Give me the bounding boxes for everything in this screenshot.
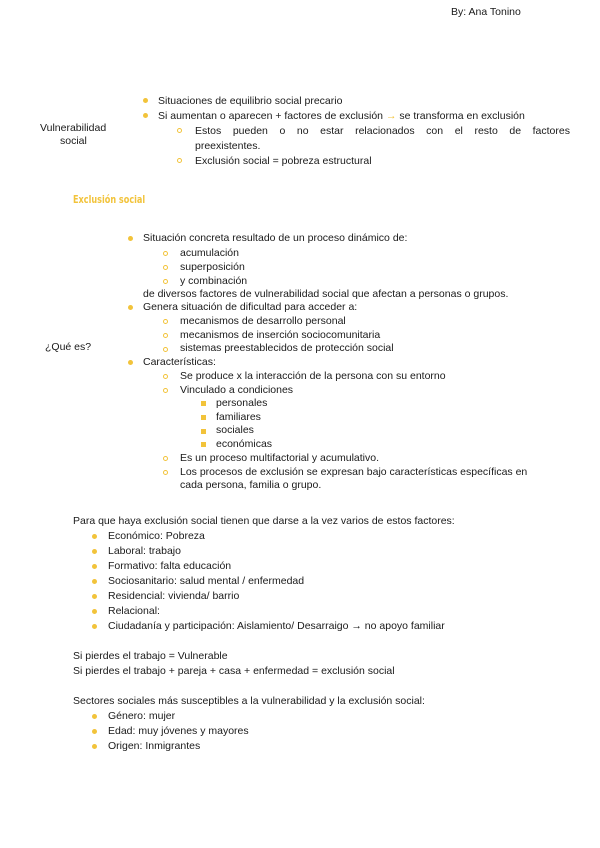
bullet-icon — [92, 564, 97, 569]
list-item-text-2: se transforma en exclusión — [399, 110, 525, 122]
sub-sub-list-item: económicas — [216, 438, 273, 450]
list-item: Residencial: vivienda/ barrio — [108, 590, 240, 602]
bullet-icon — [92, 744, 97, 749]
bullet-icon — [92, 714, 97, 719]
square-bullet-icon — [201, 415, 206, 420]
sectores-intro: Sectores sociales más susceptibles a la vulnerabilidad y la exclusión social: — [73, 695, 425, 707]
sub-list-item: Es un proceso multifactorial y acumulativo. — [180, 452, 380, 464]
sub-bullet-icon — [163, 470, 168, 475]
sub-list-item: Exclusión social = pobreza estructural — [195, 155, 372, 167]
bullet-icon — [92, 534, 97, 539]
sub-list-item: Los procesos de exclusión se expresan bajo características específicas en — [180, 466, 528, 478]
sub-list-item: acumulación — [180, 247, 239, 259]
bullet-icon — [92, 594, 97, 599]
list-item: Económico: Pobreza — [108, 530, 205, 542]
sub-bullet-icon — [163, 319, 168, 324]
sub-bullet-icon — [163, 279, 168, 284]
list-item: Edad: muy jóvenes y mayores — [108, 725, 249, 737]
list-item: Características: — [143, 356, 216, 368]
list-item-tail: de diversos factores de vulnerabilidad social que afectan a personas o grupos. — [143, 288, 509, 300]
sub-list-item: y combinación — [180, 275, 248, 287]
sub-list-item-cont: preexistentes. — [195, 140, 261, 152]
section-heading: Exclusión social — [73, 193, 146, 206]
sub-sub-list-item: familiares — [216, 411, 261, 423]
ejemplo-line: Si pierdes el trabajo + pareja + casa + enfermedad = exclusión social — [73, 665, 395, 677]
bullet-icon — [92, 624, 97, 629]
list-item: Laboral: trabajo — [108, 545, 181, 557]
sub-list-item: sistemas preestablecidos de protección social — [180, 342, 394, 354]
list-item-text: Si aumentan o aparecen + factores de exclusión — [158, 110, 384, 122]
list-item: Sociosanitario: salud mental / enfermedad — [108, 575, 305, 587]
sub-list-item-cont: cada persona, familia o grupo. — [180, 479, 322, 491]
list-item: Relacional: — [108, 605, 160, 617]
sub-bullet-icon — [163, 388, 168, 393]
list-item: Formativo: falta educación — [108, 560, 232, 572]
sub-list-item: Estos pueden o no estar relacionados con el resto de factores — [195, 125, 570, 137]
sub-bullet-icon — [163, 265, 168, 270]
sub-sub-list-item: personales — [216, 397, 268, 409]
que-es-label: ¿Qué es? — [45, 341, 92, 353]
sub-bullet-icon — [163, 347, 168, 352]
sub-bullet-icon — [163, 456, 168, 461]
bullet-icon — [92, 729, 97, 734]
square-bullet-icon — [201, 442, 206, 447]
sub-bullet-icon — [177, 158, 182, 163]
bullet-icon — [92, 609, 97, 614]
sub-bullet-icon — [163, 374, 168, 379]
square-bullet-icon — [201, 401, 206, 406]
square-bullet-icon — [201, 429, 206, 434]
list-item: Género: mujer — [108, 710, 176, 722]
list-item: Situación concreta resultado de un proceso dinámico de: — [143, 232, 408, 244]
sub-list-item: mecanismos de desarrollo personal — [180, 315, 346, 327]
bullet-icon — [128, 236, 133, 241]
list-item: Situaciones de equilibrio social precario — [158, 95, 343, 107]
factores-intro: Para que haya exclusión social tienen que darse a la vez varios de estos factores: — [73, 515, 455, 527]
sub-bullet-icon — [163, 333, 168, 338]
bullet-icon — [143, 113, 148, 118]
ejemplo-line: Si pierdes el trabajo = Vulnerable — [73, 650, 228, 662]
sub-sub-list-item: sociales — [216, 424, 254, 436]
list-item: Ciudadanía y participación: Aislamiento/ Desarraigo → no apoyo familiar — [108, 620, 445, 632]
bullet-icon — [128, 360, 133, 365]
list-item: Origen: Inmigrantes — [108, 740, 201, 752]
sub-list-item: Se produce x la interacción de la persona con su entorno — [180, 370, 446, 382]
list-item: Genera situación de dificultad para acceder a: — [143, 301, 358, 313]
author-credit: By: Ana Tonino — [451, 6, 521, 18]
sub-list-item: superposición — [180, 261, 245, 273]
bullet-icon — [143, 98, 148, 103]
arrow-right-icon: → — [385, 110, 397, 122]
bullet-icon — [128, 305, 133, 310]
bullet-icon — [92, 549, 97, 554]
list-item — [158, 109, 525, 123]
sub-list-item: Vinculado a condiciones — [180, 384, 294, 396]
sub-bullet-icon — [177, 128, 182, 133]
bullet-icon — [92, 579, 97, 584]
vulnerabilidad-label: Vulnerabilidad — [40, 122, 107, 134]
vulnerabilidad-label-2: social — [60, 135, 87, 147]
sub-list-item: mecanismos de inserción sociocomunitaria — [180, 329, 381, 341]
sub-bullet-icon — [163, 251, 168, 256]
